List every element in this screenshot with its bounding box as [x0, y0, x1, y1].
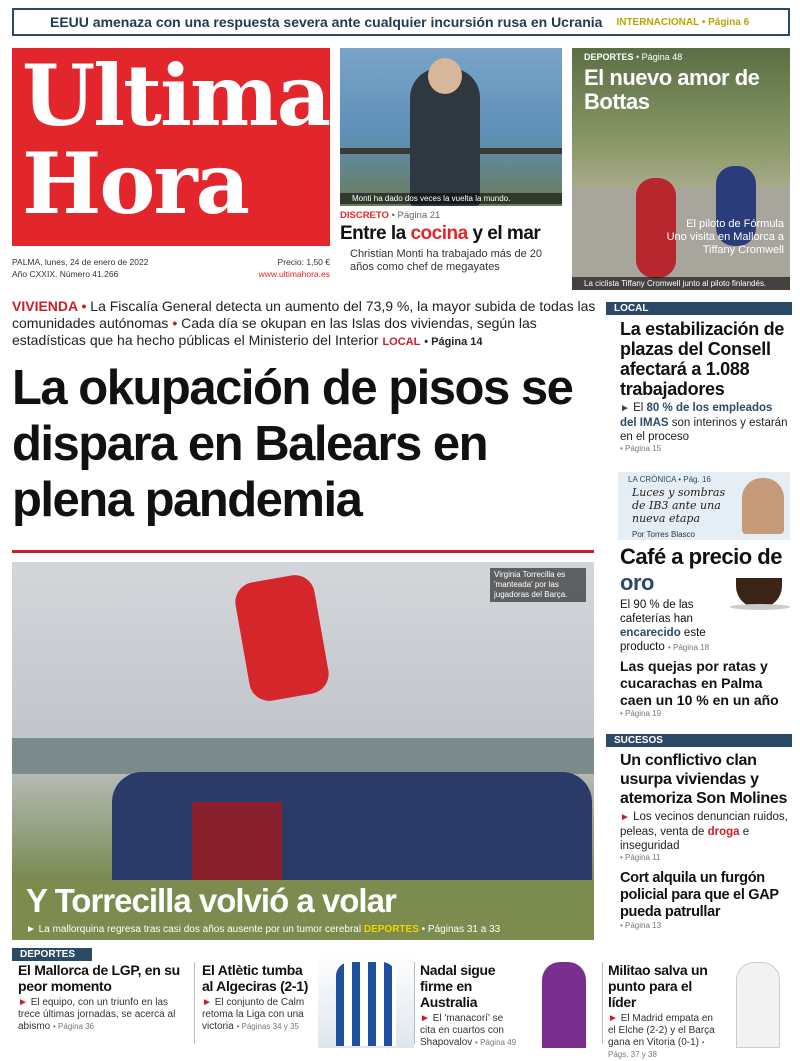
site-link[interactable]: www.ultimahora.es	[258, 269, 330, 279]
cafe-title[interactable]: Café a precio de oro	[620, 544, 782, 595]
column-divider	[414, 962, 415, 1044]
top-banner[interactable]	[12, 8, 790, 36]
masthead-logo[interactable]	[12, 48, 330, 246]
bottom-story-2[interactable]	[202, 962, 314, 1033]
cronica-byline: Por Torres Blasco	[632, 530, 695, 539]
torrecilla-band[interactable]	[12, 880, 594, 940]
sucesos-page: • Página 11	[620, 853, 661, 862]
quejas-page: • Página 19	[620, 709, 662, 718]
cafe-summary: El 90 % de las cafeterías han encarecido este producto • Página 18	[620, 599, 710, 653]
local-story[interactable]	[606, 302, 792, 453]
issue-date: PALMA, lunes, 24 de enero de 2022	[12, 257, 149, 267]
bottom-story-title[interactable]: Nadal sigue firme en Australia	[420, 962, 496, 1010]
bottas-caption: La ciclista Tiffany Cromwell junto al piloto finlandés.	[572, 277, 790, 290]
bottom-section-label: DEPORTES	[12, 948, 92, 961]
torrecilla-title[interactable]: Y Torrecilla volvió a volar	[26, 882, 396, 919]
quejas-story[interactable]	[620, 658, 792, 718]
bottom-sports-strip	[12, 948, 790, 1059]
sucesos-title[interactable]: Un conflictivo clan usurpa viviendas y atemoriza Son Molines	[620, 752, 788, 807]
bottom-story-title[interactable]: El Atlètic tumba al Algeciras (2-1)	[202, 962, 309, 994]
local-page: • Página 15	[620, 444, 662, 453]
quejas-title[interactable]: Las quejas por ratas y cucarachas en Palma caen un 10 % en un año	[620, 658, 779, 708]
bottas-kicker: DEPORTES • Página 48	[584, 52, 683, 62]
monti-photo[interactable]	[340, 48, 562, 206]
dateline	[12, 256, 330, 280]
bottom-story-title[interactable]: Militao salva un punto para el líder	[608, 962, 708, 1010]
sucesos-section[interactable]	[606, 734, 792, 930]
atletic-photo[interactable]	[318, 952, 414, 1048]
bottom-story-text: ► El Madrid empata en el Elche (2-2) y el Barça gana en Vitoria (0-1) • Págs. 37 y 38	[608, 1013, 715, 1059]
issue-price: Precio: 1,50 €	[277, 257, 330, 267]
main-lede: VIVIENDA • La Fiscalía General detecta un aumento del 73,9 %, la mayor subida de todas las comunidades autónomas • Cada día se okupan en las Islas dos viviendas, según las estadísticas que ha hecho públicas el Ministerio del Interior LOCAL • Página 14	[12, 298, 596, 348]
bottom-story-title[interactable]: El Mallorca de LGP, en su peor momento	[18, 962, 180, 994]
monti-kicker: DISCRETO • Página 21	[340, 210, 441, 221]
monti-summary: Christian Monti ha trabajado más de 20 años como chef de megayates	[350, 248, 542, 273]
issue-number: Año CXXIX. Número 41.266	[12, 269, 119, 279]
torrecilla-caption: Virginia Torrecilla es 'manteada' por las jugadoras del Barça.	[490, 568, 586, 602]
nadal-photo[interactable]	[520, 952, 600, 1048]
torrecilla-photo[interactable]	[12, 562, 594, 880]
sucesos-page-2: • Página 13	[620, 921, 662, 930]
cronica-text: Luces y sombras de IB3 ante una nueva etapa	[632, 486, 726, 525]
sucesos-section-label: SUCESOS	[606, 734, 792, 747]
bottas-desc: El piloto de Fórmula Uno visita en Mallorca a Tiffany Cromwell	[666, 218, 784, 256]
bottom-story-1[interactable]	[18, 962, 190, 1033]
logo-line-2: Hora	[22, 134, 249, 233]
bottom-story-text: ► El 'manacorí' se cita en cuartos con Shapovalov • Página 49	[420, 1013, 517, 1048]
local-summary: ► El 80 % de los empleados del IMAS son interinos y estarán en el proceso	[620, 402, 788, 443]
cronica-kicker: LA CRÓNICA • Pág. 16	[628, 475, 711, 484]
sucesos-summary: ► Los vecinos denuncian ruidos, peleas, venta de droga e inseguridad	[620, 811, 788, 852]
monti-photo-caption: Monti ha dado dos veces la vuelta la mundo.	[340, 193, 562, 204]
bottom-story-4[interactable]	[608, 962, 722, 1061]
column-divider	[194, 962, 195, 1044]
bottas-story[interactable]	[572, 48, 790, 290]
columnist-avatar	[742, 478, 784, 534]
bottas-title[interactable]: El nuevo amor de Bottas	[584, 65, 760, 114]
logo-line-1: Ultima	[22, 46, 330, 145]
local-section-label: LOCAL	[606, 302, 792, 315]
bottom-story-text: ► El equipo, con un triunfo en las trece últimas jornadas, se acerca al abismo • Página 36	[18, 997, 176, 1032]
monti-title[interactable]: Entre la cocina y el mar	[340, 223, 541, 244]
bottom-story-3[interactable]	[420, 962, 520, 1049]
column-divider	[602, 962, 603, 1044]
local-title[interactable]: La estabilización de plazas del Consell afectará a 1.088 trabajadores	[620, 319, 785, 399]
saucer-icon	[730, 604, 790, 610]
top-banner-section: INTERNACIONAL • Página 6	[616, 16, 750, 28]
cronica-box[interactable]	[618, 472, 790, 540]
top-banner-headline: EEUU amenaza con una respuesta severa ante cualquier incursión rusa en Ucrania	[50, 14, 603, 30]
torrecilla-sub: ► La mallorquina regresa tras casi dos años ausente por un tumor cerebral DEPORTES • Páginas 31 a 33	[26, 924, 501, 935]
militao-photo[interactable]	[722, 952, 790, 1048]
bottom-story-text: ► El conjunto de Calm retoma la Liga con una victoria • Páginas 34 y 35	[202, 997, 305, 1032]
main-headline[interactable]: La okupación de pisos se dispara en Balears en plena pandemia	[12, 361, 573, 527]
cafe-story[interactable]	[620, 544, 792, 655]
headline-divider	[12, 550, 594, 553]
sucesos-title-2[interactable]: Cort alquila un furgón policial para que el GAP pueda patrullar	[620, 870, 779, 920]
monti-story[interactable]	[340, 210, 562, 274]
